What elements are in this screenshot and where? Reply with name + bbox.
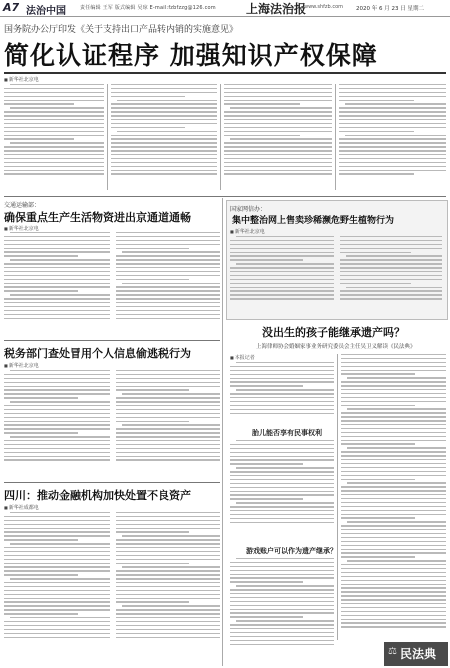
section-rule	[4, 196, 446, 197]
story3-body-col-2	[116, 512, 220, 664]
story1-body-col-2	[116, 232, 220, 337]
story5-body-col-1c	[230, 558, 334, 664]
page-number: A7	[3, 1, 20, 14]
story1-headline: 确保重点生产生活物资进出京通道通畅	[4, 211, 191, 224]
column-separator	[222, 198, 223, 666]
main-body-col-4	[339, 84, 446, 194]
story3-headline: 四川：推动金融机构加快处置不良资产	[4, 489, 191, 502]
main-body-col-1	[4, 84, 104, 194]
col-separator	[337, 354, 338, 640]
issue-date: 2020 年 6 月 23 日 星期二	[356, 6, 424, 12]
story4-body-col-2	[340, 236, 442, 314]
story5-body-col-2	[341, 354, 446, 638]
story1-body-col-1	[4, 232, 110, 337]
story4-kicker: 国家网信办：	[230, 206, 267, 213]
story1-author: ■ 新华社北京电	[4, 225, 39, 232]
story3-body-col-1	[4, 512, 110, 664]
story5-headline: 没出生的孩子能继承遗产吗？	[262, 326, 405, 339]
story2-body-col-2	[116, 370, 220, 480]
main-kicker: 国务院办公厅印发《关于支持出口产品转内销的实施意见》	[4, 25, 239, 35]
story5-subtitle: 上海律师协会婚姻家事业务研究委员会主任吴卫义解读《民法典》	[256, 344, 416, 350]
newspaper-logo: 上海法治报	[246, 2, 307, 16]
main-body-col-3	[224, 84, 332, 194]
section-rule	[4, 340, 220, 341]
col-separator	[335, 84, 336, 190]
story5-question-1: 胎儿能否享有民事权利	[252, 429, 322, 437]
story2-body-col-1	[4, 370, 110, 480]
logo-url: www.shfzb.com	[304, 4, 343, 10]
col-separator	[107, 84, 108, 190]
section-title: 法治中国	[26, 6, 66, 17]
col-separator	[220, 84, 221, 190]
main-author: ■ 新华社北京电	[4, 76, 39, 83]
section-rule	[4, 482, 220, 483]
main-headline: 简化认证程序 加强知识产权保障	[4, 41, 378, 70]
scales-icon: ⚖	[388, 646, 397, 657]
story1-kicker: 交通运输部：	[4, 202, 41, 209]
story5-question-2: 游戏账户可以作为遗产继承？	[246, 547, 337, 555]
story5-author: ■ 本报记者	[230, 354, 255, 361]
story4-author: ■ 新华社北京电	[230, 228, 265, 235]
story2-headline: 税务部门查处冒用个人信息偷逃税行为	[4, 347, 191, 360]
headline-rule	[4, 72, 446, 74]
story4-body-col-1	[230, 236, 334, 314]
main-body-col-2	[111, 84, 217, 194]
story3-author: ■ 新华社成都电	[4, 504, 39, 511]
story2-author: ■ 新华社北京电	[4, 362, 39, 369]
editor-info: 责任编辑 王军 版式编辑 吴琼 E-mail:fzbfzzg@126.com	[80, 5, 216, 11]
story4-headline: 集中整治网上售卖珍稀濒危野生植物行为	[232, 216, 395, 226]
civil-code-badge-label: 民法典	[400, 647, 437, 661]
story5-body-col-1b	[230, 440, 334, 540]
story5-body-col-1a	[230, 362, 334, 424]
